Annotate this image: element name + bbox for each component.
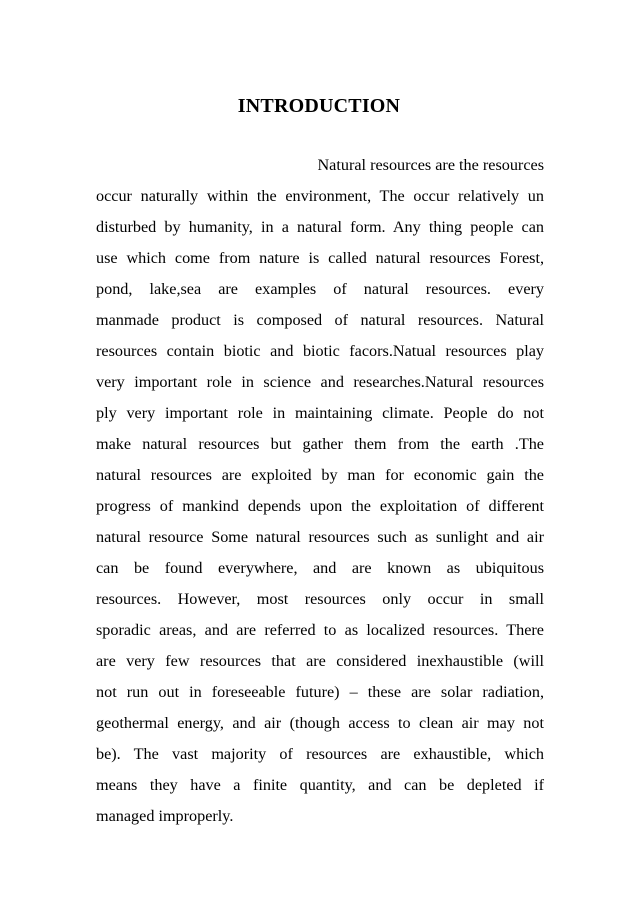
text-line: pond, lake,sea are examples of natural resources. every <box>96 280 544 298</box>
text-line: Natural resources are the resources <box>317 156 544 174</box>
text-line: very important role in science and researches.Natural resources <box>96 373 544 391</box>
text-line: means they have a finite quantity, and can be depleted if <box>96 776 544 794</box>
text-line: not run out in foreseeable future) – these are solar radiation, <box>96 683 544 701</box>
text-line: geothermal energy, and air (though access to clean air may not <box>96 714 544 732</box>
text-line: ply very important role in maintaining climate. People do not <box>96 404 544 422</box>
text-line: progress of mankind depends upon the exploitation of different <box>96 497 544 515</box>
text-line: resources. However, most resources only occur in small <box>96 590 544 608</box>
document-title: INTRODUCTION <box>237 95 401 117</box>
text-line: can be found everywhere, and are known as ubiquitous <box>96 559 544 577</box>
text-line: use which come from nature is called natural resources Forest, <box>96 249 544 267</box>
text-line: natural resources are exploited by man for economic gain the <box>96 466 544 484</box>
text-line: manmade product is composed of natural resources. Natural <box>96 311 544 329</box>
text-line: disturbed by humanity, in a natural form. Any thing people can <box>96 218 544 236</box>
text-line: make natural resources but gather them from the earth .The <box>96 435 544 453</box>
text-line: sporadic areas, and are referred to as localized resources. There <box>96 621 544 639</box>
text-line: managed improperly. <box>96 807 234 825</box>
text-line: natural resource Some natural resources such as sunlight and air <box>96 528 544 546</box>
text-line: are very few resources that are considered inexhaustible (will <box>96 652 544 670</box>
text-line: occur naturally within the environment, The occur relatively un <box>96 187 544 205</box>
text-line: resources contain biotic and biotic facors.Natual resources play <box>96 342 544 360</box>
text-line: be). The vast majority of resources are exhaustible, which <box>96 745 544 763</box>
